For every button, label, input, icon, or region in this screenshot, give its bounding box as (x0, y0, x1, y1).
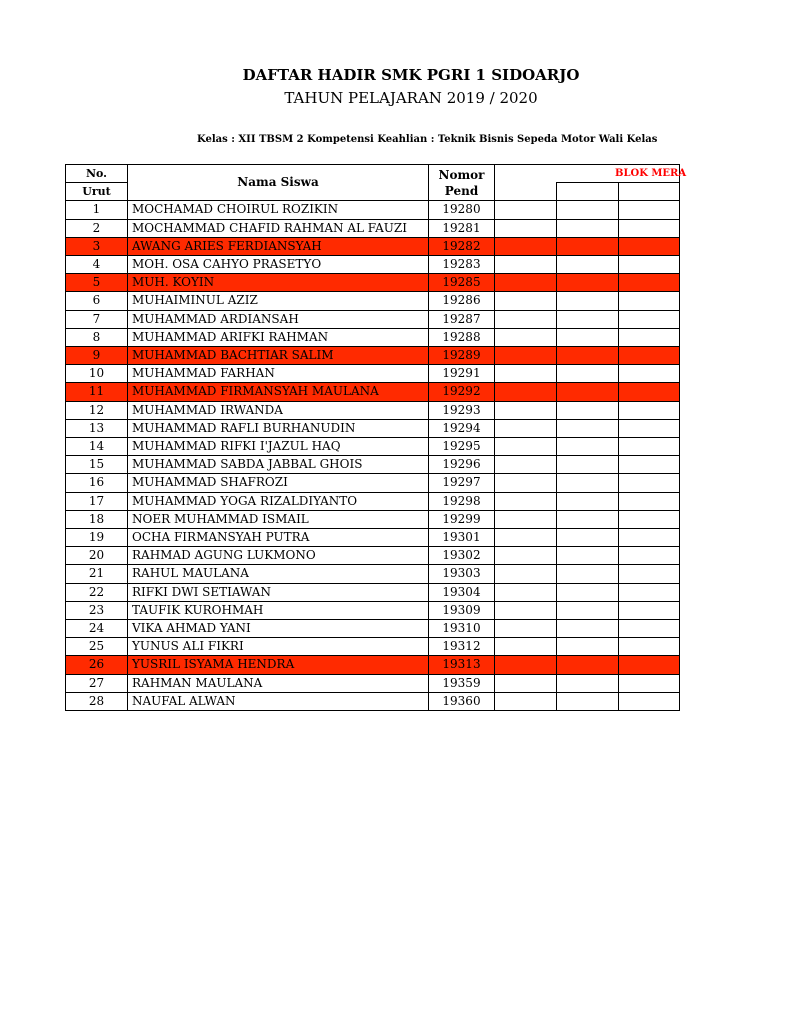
attendance-cell[interactable] (557, 601, 619, 619)
table-row (66, 347, 680, 365)
attendance-cell[interactable] (557, 474, 619, 492)
attendance-cell[interactable] (619, 547, 680, 565)
attendance-cell[interactable] (495, 292, 557, 310)
student-number: 19360 (429, 692, 495, 710)
attendance-cell[interactable] (495, 256, 557, 274)
attendance-cell[interactable] (619, 365, 680, 383)
student-number: 19289 (429, 347, 495, 365)
student-name: MUHAMMAD SHAFROZI (128, 474, 429, 492)
table-row (66, 565, 680, 583)
table-row (66, 674, 680, 692)
student-name: MOCHAMMAD CHAFID RAHMAN AL FAUZI (128, 219, 429, 237)
attendance-cell[interactable] (619, 401, 680, 419)
table-row (66, 274, 680, 292)
attendance-cell[interactable] (557, 365, 619, 383)
attendance-cell[interactable] (619, 347, 680, 365)
student-name: NOER MUHAMMAD ISMAIL (128, 510, 429, 528)
row-number: 17 (66, 492, 128, 510)
table-row (66, 419, 680, 437)
student-name: MUHAMMAD RAFLI BURHANUDIN (128, 419, 429, 437)
attendance-cell[interactable] (619, 638, 680, 656)
attendance-cell[interactable] (619, 219, 680, 237)
attendance-cell[interactable] (495, 438, 557, 456)
col-nomor-header (429, 165, 495, 201)
table-row (66, 620, 680, 638)
attendance-cell[interactable] (557, 456, 619, 474)
table-row (66, 310, 680, 328)
row-number: 10 (66, 365, 128, 383)
row-number: 15 (66, 456, 128, 474)
table-row (66, 201, 680, 219)
attendance-cell[interactable] (495, 656, 557, 674)
student-number: 19309 (429, 601, 495, 619)
attendance-cell[interactable] (495, 365, 557, 383)
row-number: 18 (66, 510, 128, 528)
student-number: 19281 (429, 219, 495, 237)
attendance-cell[interactable] (495, 620, 557, 638)
student-name: MUHAMMAD YOGA RIZALDIYANTO (128, 492, 429, 510)
table-row (66, 474, 680, 492)
attendance-cell[interactable] (619, 692, 680, 710)
attendance-cell[interactable] (557, 274, 619, 292)
attendance-cell[interactable] (619, 237, 680, 255)
student-number: 19303 (429, 565, 495, 583)
attendance-cell[interactable] (619, 256, 680, 274)
attendance-cell[interactable] (619, 310, 680, 328)
student-number: 19312 (429, 638, 495, 656)
student-name: RIFKI DWI SETIAWAN (128, 583, 429, 601)
row-number: 28 (66, 692, 128, 710)
attendance-cell[interactable] (557, 347, 619, 365)
table-row (66, 692, 680, 710)
row-number: 13 (66, 419, 128, 437)
attendance-cell[interactable] (557, 565, 619, 583)
student-name: MUHAMMAD SABDA JABBAL GHOIS (128, 456, 429, 474)
row-number: 21 (66, 565, 128, 583)
attendance-cell[interactable] (495, 492, 557, 510)
row-number: 11 (66, 383, 128, 401)
table-row (66, 583, 680, 601)
row-number: 26 (66, 656, 128, 674)
attendance-cell[interactable] (495, 237, 557, 255)
attendance-cell[interactable] (495, 219, 557, 237)
student-name: MUHAMMAD BACHTIAR SALIM (128, 347, 429, 365)
attendance-cell[interactable] (557, 656, 619, 674)
attendance-header-cell[interactable] (619, 183, 680, 201)
table-row (66, 383, 680, 401)
student-number: 19296 (429, 456, 495, 474)
attendance-cell[interactable] (495, 638, 557, 656)
student-number: 19295 (429, 438, 495, 456)
table-row (66, 456, 680, 474)
row-number: 3 (66, 237, 128, 255)
row-number: 5 (66, 274, 128, 292)
page-subtitle: TAHUN PELAJARAN 2019 / 2020 (284, 89, 538, 107)
attendance-cell[interactable] (495, 529, 557, 547)
table-row (66, 529, 680, 547)
student-number: 19294 (429, 419, 495, 437)
attendance-cell[interactable] (619, 274, 680, 292)
attendance-cell[interactable] (557, 547, 619, 565)
attendance-cell[interactable] (619, 565, 680, 583)
table-row (66, 638, 680, 656)
attendance-sheet (65, 164, 687, 712)
attendance-cell[interactable] (557, 529, 619, 547)
student-name: MOCHAMAD CHOIRUL ROZIKIN (128, 201, 429, 219)
student-number: 19292 (429, 383, 495, 401)
table-row (66, 492, 680, 510)
student-rows (66, 201, 680, 711)
attendance-cell[interactable] (495, 201, 557, 219)
student-number: 19298 (429, 492, 495, 510)
student-number: 19297 (429, 474, 495, 492)
student-name: RAHMAD AGUNG LUKMONO (128, 547, 429, 565)
student-number: 19293 (429, 401, 495, 419)
row-number: 14 (66, 438, 128, 456)
attendance-cell[interactable] (619, 674, 680, 692)
table-row (66, 219, 680, 237)
row-number: 22 (66, 583, 128, 601)
row-number: 1 (66, 201, 128, 219)
attendance-cell[interactable] (557, 510, 619, 528)
student-number: 19301 (429, 529, 495, 547)
table-row (66, 365, 680, 383)
student-number: 19299 (429, 510, 495, 528)
row-number: 12 (66, 401, 128, 419)
table-row (66, 292, 680, 310)
attendance-cell[interactable] (619, 419, 680, 437)
attendance-cell[interactable] (619, 656, 680, 674)
attendance-cell[interactable] (619, 438, 680, 456)
student-name: MOH. OSA CAHYO PRASETYO (128, 256, 429, 274)
student-name: MUHAMMAD ARDIANSAH (128, 310, 429, 328)
student-number: 19288 (429, 328, 495, 346)
attendance-cell[interactable] (557, 201, 619, 219)
student-name: OCHA FIRMANSYAH PUTRA (128, 529, 429, 547)
student-number: 19310 (429, 620, 495, 638)
attendance-cell[interactable] (619, 492, 680, 510)
student-name: TAUFIK KUROHMAH (128, 601, 429, 619)
attendance-header-cell[interactable] (557, 183, 619, 201)
student-name: MUHAMMAD ARIFKI RAHMAN (128, 328, 429, 346)
student-name: YUNUS ALI FIKRI (128, 638, 429, 656)
attendance-cell[interactable] (557, 383, 619, 401)
student-number: 19283 (429, 256, 495, 274)
attendance-cell[interactable] (495, 419, 557, 437)
student-number: 19291 (429, 365, 495, 383)
student-name: MUHAMMAD RIFKI I'JAZUL HAQ (128, 438, 429, 456)
attendance-cell[interactable] (557, 310, 619, 328)
table-row (66, 547, 680, 565)
row-number: 8 (66, 328, 128, 346)
table-row (66, 656, 680, 674)
student-name: NAUFAL ALWAN (128, 692, 429, 710)
attendance-header-cell[interactable] (495, 183, 557, 201)
blok-merah-label: BLOK MERA (495, 165, 680, 183)
table-row (66, 256, 680, 274)
student-name: AWANG ARIES FERDIANSYAH (128, 237, 429, 255)
col-name-header: Nama Siswa (128, 165, 429, 201)
student-name: VIKA AHMAD YANI (128, 620, 429, 638)
student-name: MUHAMMAD IRWANDA (128, 401, 429, 419)
row-number: 9 (66, 347, 128, 365)
table-row (66, 328, 680, 346)
attendance-cell[interactable] (557, 256, 619, 274)
attendance-cell[interactable] (557, 674, 619, 692)
attendance-cell[interactable] (495, 510, 557, 528)
student-number: 19285 (429, 274, 495, 292)
student-number: 19280 (429, 201, 495, 219)
table-row (66, 438, 680, 456)
row-number: 7 (66, 310, 128, 328)
student-number: 19287 (429, 310, 495, 328)
student-name: YUSRIL ISYAMA HENDRA (128, 656, 429, 674)
student-name: MUHAIMINUL AZIZ (128, 292, 429, 310)
attendance-cell[interactable] (495, 565, 557, 583)
attendance-cell[interactable] (557, 328, 619, 346)
student-name: MUHAMMAD FARHAN (128, 365, 429, 383)
attendance-table (65, 164, 687, 711)
attendance-cell[interactable] (619, 510, 680, 528)
attendance-cell[interactable] (619, 328, 680, 346)
student-number: 19313 (429, 656, 495, 674)
page-title: DAFTAR HADIR SMK PGRI 1 SIDOARJO (242, 66, 580, 84)
header-row-1 (66, 165, 680, 183)
attendance-cell[interactable] (619, 583, 680, 601)
row-number: 19 (66, 529, 128, 547)
attendance-cell[interactable] (495, 547, 557, 565)
attendance-cell[interactable] (495, 274, 557, 292)
row-number: 25 (66, 638, 128, 656)
table-row (66, 510, 680, 528)
attendance-cell[interactable] (557, 583, 619, 601)
attendance-cell[interactable] (557, 219, 619, 237)
student-name: RAHMAN MAULANA (128, 674, 429, 692)
table-row (66, 601, 680, 619)
row-number: 27 (66, 674, 128, 692)
row-number: 16 (66, 474, 128, 492)
attendance-cell[interactable] (495, 401, 557, 419)
attendance-cell[interactable] (619, 383, 680, 401)
attendance-cell[interactable] (557, 438, 619, 456)
attendance-cell[interactable] (619, 456, 680, 474)
attendance-cell[interactable] (557, 638, 619, 656)
attendance-cell[interactable] (495, 456, 557, 474)
student-number: 19282 (429, 237, 495, 255)
student-number: 19302 (429, 547, 495, 565)
col-no-line2: Urut (66, 183, 128, 201)
row-number: 23 (66, 601, 128, 619)
attendance-cell[interactable] (619, 601, 680, 619)
col-nomor-line1: Nomor (438, 167, 485, 182)
attendance-cell[interactable] (619, 201, 680, 219)
attendance-cell[interactable] (619, 529, 680, 547)
attendance-cell[interactable] (619, 292, 680, 310)
class-info: Kelas : XII TBSM 2 Kompetensi Keahlian : Teknik Bisnis Sepeda Motor Wali Kelas (197, 134, 658, 145)
row-number: 4 (66, 256, 128, 274)
row-number: 20 (66, 547, 128, 565)
attendance-cell[interactable] (557, 419, 619, 437)
attendance-cell[interactable] (557, 401, 619, 419)
attendance-cell[interactable] (619, 620, 680, 638)
row-number: 24 (66, 620, 128, 638)
attendance-cell[interactable] (495, 347, 557, 365)
attendance-cell[interactable] (557, 237, 619, 255)
student-number: 19304 (429, 583, 495, 601)
attendance-cell[interactable] (495, 310, 557, 328)
table-row (66, 237, 680, 255)
row-number: 6 (66, 292, 128, 310)
attendance-cell[interactable] (495, 583, 557, 601)
attendance-cell[interactable] (495, 328, 557, 346)
attendance-cell[interactable] (619, 474, 680, 492)
attendance-cell[interactable] (557, 692, 619, 710)
table-row (66, 401, 680, 419)
attendance-cell[interactable] (557, 492, 619, 510)
col-nomor-line2: Pend (444, 183, 479, 198)
student-number: 19286 (429, 292, 495, 310)
attendance-cell[interactable] (495, 601, 557, 619)
attendance-cell[interactable] (557, 620, 619, 638)
student-number: 19359 (429, 674, 495, 692)
row-number: 2 (66, 219, 128, 237)
attendance-cell[interactable] (495, 474, 557, 492)
student-name: MUH. KOYIN (128, 274, 429, 292)
col-no-line1: No. (66, 165, 128, 183)
attendance-cell[interactable] (495, 674, 557, 692)
attendance-cell[interactable] (557, 292, 619, 310)
attendance-cell[interactable] (495, 383, 557, 401)
attendance-cell[interactable] (495, 692, 557, 710)
student-name: RAHUL MAULANA (128, 565, 429, 583)
student-name: MUHAMMAD FIRMANSYAH MAULANA (128, 383, 429, 401)
